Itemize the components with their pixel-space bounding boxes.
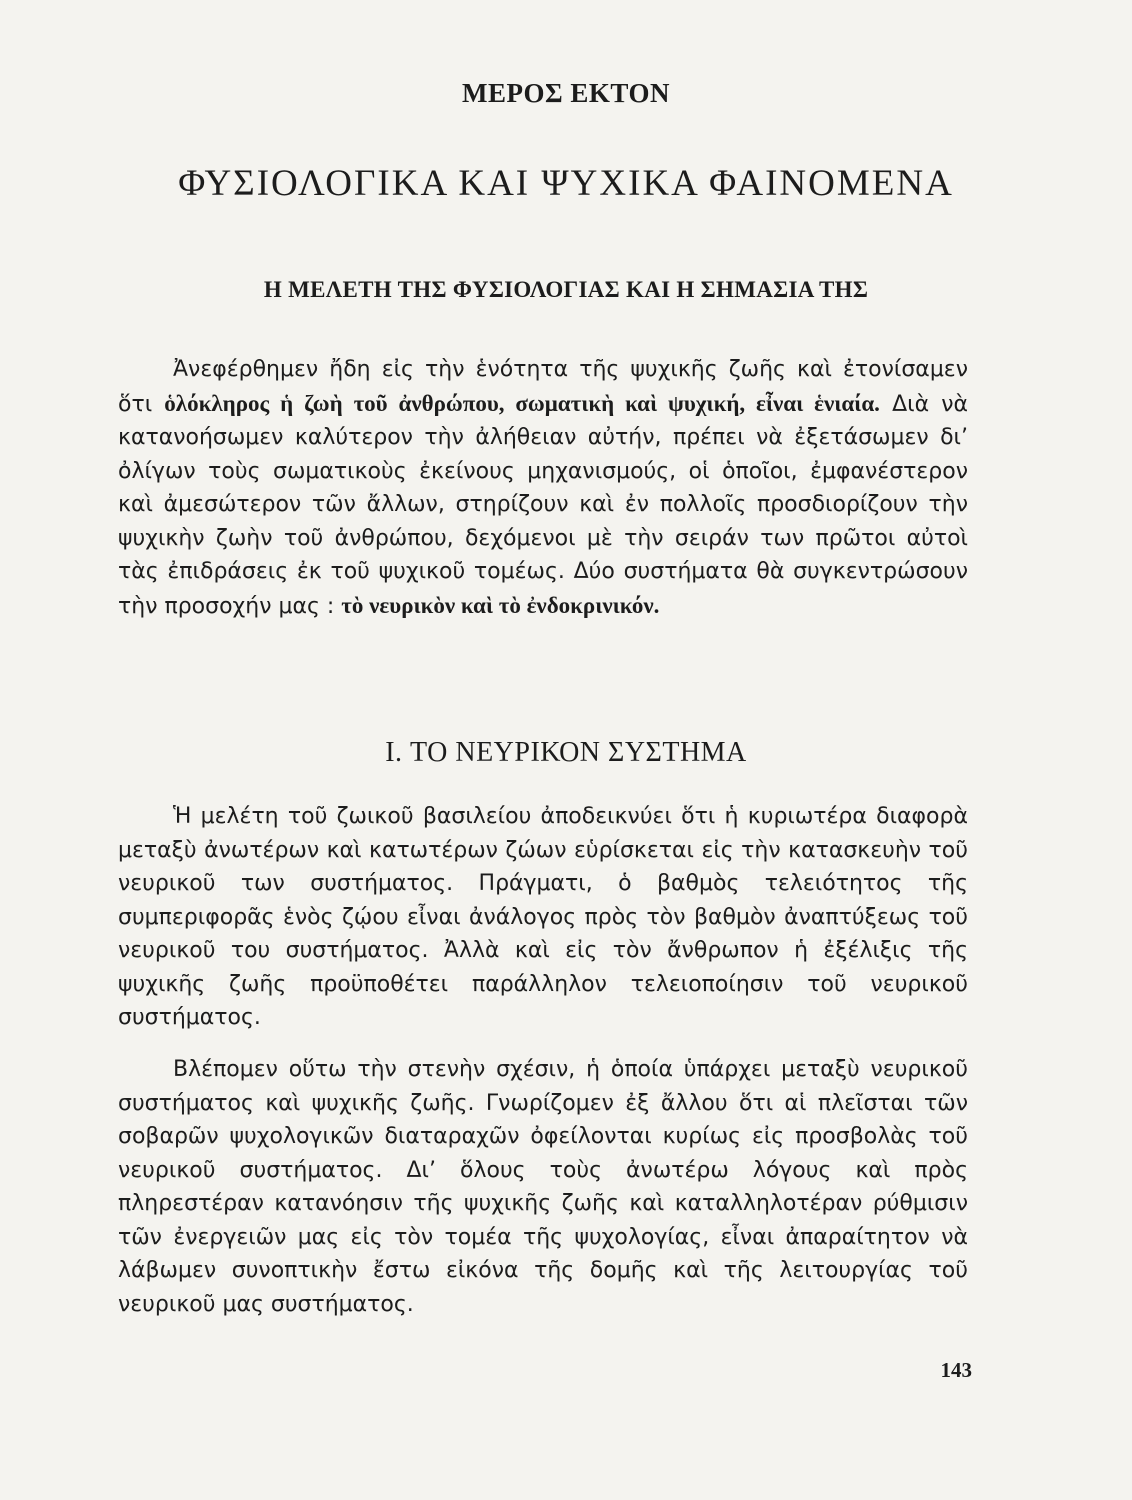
paragraph-3-text: Βλέπομεν οὕτω τὴν στενὴν σχέσιν, ἡ ὁποία ὑπάρχει μεταξὺ νευρικοῦ συστήματος καὶ ψυχικῆς ζωῆς. Γνωρίζομεν ἐξ ἄλλου ὅτι αἱ πλεῖσται τῶν σοβαρῶν ψυχολογικῶν διαταραχῶν ὀφείλονται κυρίως εἰς προσβολὰς τοῦ νευρικοῦ συστήματος. Δι’ ὅλους τοὺς ἀνωτέρω λόγους καὶ πρὸς πληρεστέραν κατανόησιν τῆς ψυχικῆς ζωῆς καὶ καταλληλοτέραν ρύθμισιν τῶν ἐνεργειῶν μας εἰς τὸν τομέα τῆς ψυχολογίας, εἶναι ἀπαραίτητον νὰ λάβωμεν συνοπτικὴν ἔστω εἰκόνα τῆς δομῆς καὶ τῆς λειτουργίας τοῦ νευρικοῦ μας συστήματος. [118,1057,968,1317]
paragraph-1-emphasis-a: ὁλόκληρος ἡ ζωὴ τοῦ ἀνθρώπου, σωματικὴ καὶ ψυχική, εἶναι ἑνιαία. [164,390,880,416]
section-title: Η ΜΕΛΕΤΗ ΤΗΣ ΦΥΣΙΟΛΟΓΙΑΣ ΚΑΙ Η ΣΗΜΑΣΙΑ ΤΗΣ [263,277,869,302]
main-title: ΦΥΣΙΟΛΟΓΙΚΑ ΚΑΙ ΨΥΧΙΚΑ ΦΑΙΝΟΜΕΝΑ [178,163,954,204]
paragraph-1-text-b: Διὰ νὰ κατανοήσωμεν καλύτερον τὴν ἀλήθειαν αὐτήν, πρέπει νὰ ἐξετάσωμεν δι’ ὀλίγων τοὺς σωματικοὺς ἐκείνους μηχανισμούς, οἱ ὁποῖοι, ἐμφανέστερον καὶ ἀμεσώτερον τῶν ἄλλων, στηρίζουν καὶ ἐν πολλοῖς προσδιορίζουν τὴν ψυχικὴν ζωὴν τοῦ ἀνθρώπου, δεχόμενοι μὲ τὴν σειράν των πρῶτοι αὐτοὶ τὰς ἐπιδράσεις ἐκ τοῦ ψυχικοῦ τομέως. Δύο συστήματα θὰ συγκεντρώσουν τὴν προσοχήν μας : [118,391,968,619]
paragraph-1-text-a: Ἀνεφέρθημεν ἤδη εἰς τὴν ἑνότητα τῆς ψυχικῆς ζωῆς καὶ ἐτονίσαμεν ὅτι [118,357,968,417]
part-heading: ΜΕΡΟΣ ΕΚΤΟΝ [462,78,670,108]
paragraph-1 [118,353,968,623]
chapter-title: I. ΤΟ ΝΕΥΡΙΚΟΝ ΣΥΣΤΗΜΑ [385,737,747,768]
paragraph-2 [118,800,968,1035]
paragraph-2-text: Ἡ μελέτη τοῦ ζωικοῦ βασιλείου ἀποδεικνύει ὅτι ἡ κυριωτέρα διαφορὰ μεταξὺ ἀνωτέρων καὶ κατωτέρων ζώων εὑρίσκεται εἰς τὴν κατασκευὴν τοῦ νευρικοῦ των συστήματος. Πράγματι, ὁ βαθμὸς τελειότητος τῆς συμπεριφορᾶς ἑνὸς ζῴου εἶναι ἀνάλογος πρὸς τὸν βαθμὸν ἀναπτύξεως τοῦ νευρικοῦ του συστήματος. Ἀλλὰ καὶ εἰς τὸν ἄνθρωπον ἡ ἐξέλιξις τῆς ψυχικῆς ζωῆς προϋποθέτει παράλληλον τελειοποίησιν τοῦ νευρικοῦ συστήματος. [118,804,968,1030]
page-number: 143 [940,1358,972,1382]
paragraph-3 [118,1053,968,1321]
paragraph-1-emphasis-b: τὸ νευρικὸν καὶ τὸ ἐνδοκρινικόν. [341,592,660,618]
